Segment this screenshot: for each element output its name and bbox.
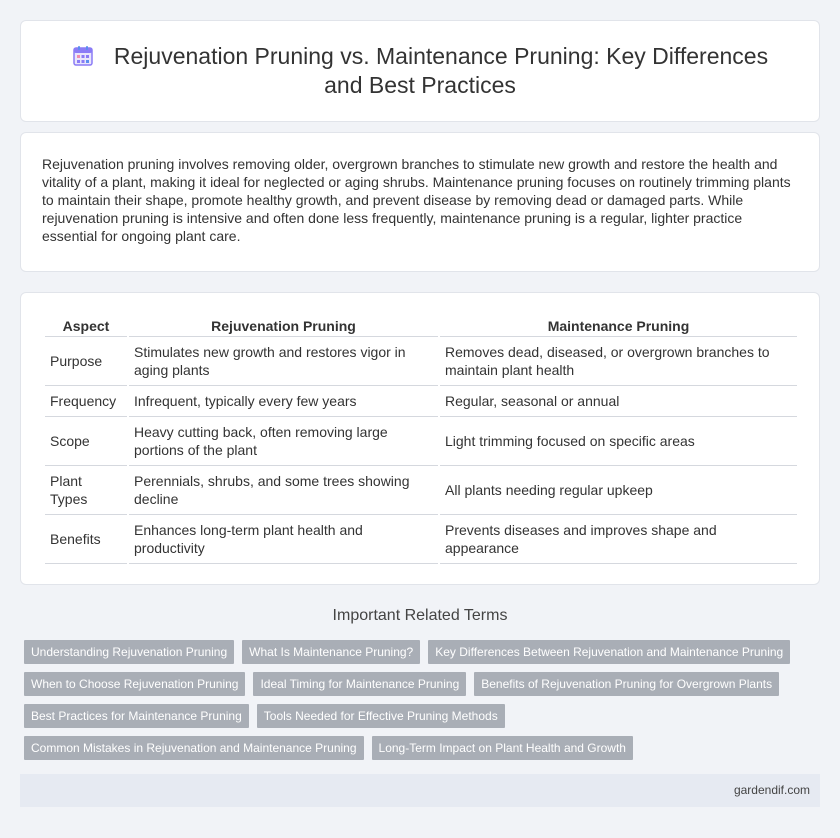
tag-what-is-maintenance-pruning[interactable]: What Is Maintenance Pruning?	[242, 640, 420, 664]
cell-aspect: Frequency	[45, 386, 127, 417]
cell-maintenance: Light trimming focused on specific areas	[440, 417, 797, 466]
related-terms-heading: Important Related Terms	[332, 607, 508, 624]
header-maintenance: Maintenance Pruning	[440, 315, 797, 337]
tag-tools-needed[interactable]: Tools Needed for Effective Pruning Methods	[257, 704, 505, 728]
table-row	[45, 417, 797, 466]
header-rejuvenation: Rejuvenation Pruning	[129, 315, 438, 337]
cell-aspect: Benefits	[45, 515, 127, 564]
cell-rejuvenation: Infrequent, typically every few years	[129, 386, 438, 417]
tag-ideal-timing-maintenance[interactable]: Ideal Timing for Maintenance Pruning	[253, 672, 466, 696]
cell-maintenance: All plants needing regular upkeep	[440, 466, 797, 515]
tag-row	[24, 704, 824, 728]
page-title-text: Rejuvenation Pruning vs. Maintenance Pruning: Key Differences and Best Practices	[113, 43, 769, 98]
page-title	[51, 42, 789, 100]
header-card	[20, 20, 820, 122]
cell-rejuvenation: Enhances long-term plant health and productivity	[129, 515, 438, 564]
cell-aspect: Plant Types	[45, 466, 127, 515]
tag-row	[24, 672, 824, 696]
tag-understanding-rejuvenation-pruning[interactable]: Understanding Rejuvenation Pruning	[24, 640, 234, 664]
cell-maintenance: Prevents diseases and improves shape and appearance	[440, 515, 797, 564]
footer	[20, 774, 820, 807]
cell-rejuvenation: Stimulates new growth and restores vigor in aging plants	[129, 337, 438, 386]
tag-benefits-rejuvenation[interactable]: Benefits of Rejuvenation Pruning for Overgrown Plants	[474, 672, 779, 696]
cell-maintenance: Regular, seasonal or annual	[440, 386, 797, 417]
tag-common-mistakes[interactable]: Common Mistakes in Rejuvenation and Maintenance Pruning	[24, 736, 364, 760]
tag-row	[24, 736, 824, 760]
table-row	[45, 386, 797, 417]
tag-best-practices-maintenance[interactable]: Best Practices for Maintenance Pruning	[24, 704, 249, 728]
footer-site-link[interactable]: gardendif.com	[733, 783, 810, 797]
header-aspect: Aspect	[45, 315, 127, 337]
cell-aspect: Scope	[45, 417, 127, 466]
table-row	[45, 337, 797, 386]
cell-maintenance: Removes dead, diseased, or overgrown branches to maintain plant health	[440, 337, 797, 386]
intro-paragraph: Rejuvenation pruning involves removing older, overgrown branches to stimulate new growth and restore the health and vitality of a plant, making it ideal for neglected or aging shrubs. Maintenance pruning focuses on routinely trimming plants to maintain their shape, promote healthy growth, and prevent disease by removing dead or damaged parts. While rejuvenation pruning is intensive and often done less frequently, maintenance pruning is a regular, lighter practice essential for ongoing plant care.	[42, 156, 791, 244]
cell-aspect: Purpose	[45, 337, 127, 386]
tag-row	[24, 640, 824, 664]
comparison-table-card	[20, 292, 820, 585]
calendar-icon	[72, 45, 94, 67]
cell-rejuvenation: Perennials, shrubs, and some trees showing decline	[129, 466, 438, 515]
table-row	[45, 515, 797, 564]
related-terms-tags	[24, 640, 824, 768]
table-header-row	[45, 315, 797, 337]
tag-long-term-impact[interactable]: Long-Term Impact on Plant Health and Growth	[372, 736, 633, 760]
tag-key-differences[interactable]: Key Differences Between Rejuvenation and Maintenance Pruning	[428, 640, 790, 664]
comparison-table	[43, 315, 799, 564]
tag-when-to-choose-rejuvenation[interactable]: When to Choose Rejuvenation Pruning	[24, 672, 245, 696]
cell-rejuvenation: Heavy cutting back, often removing large portions of the plant	[129, 417, 438, 466]
table-row	[45, 466, 797, 515]
intro-card	[20, 132, 820, 272]
